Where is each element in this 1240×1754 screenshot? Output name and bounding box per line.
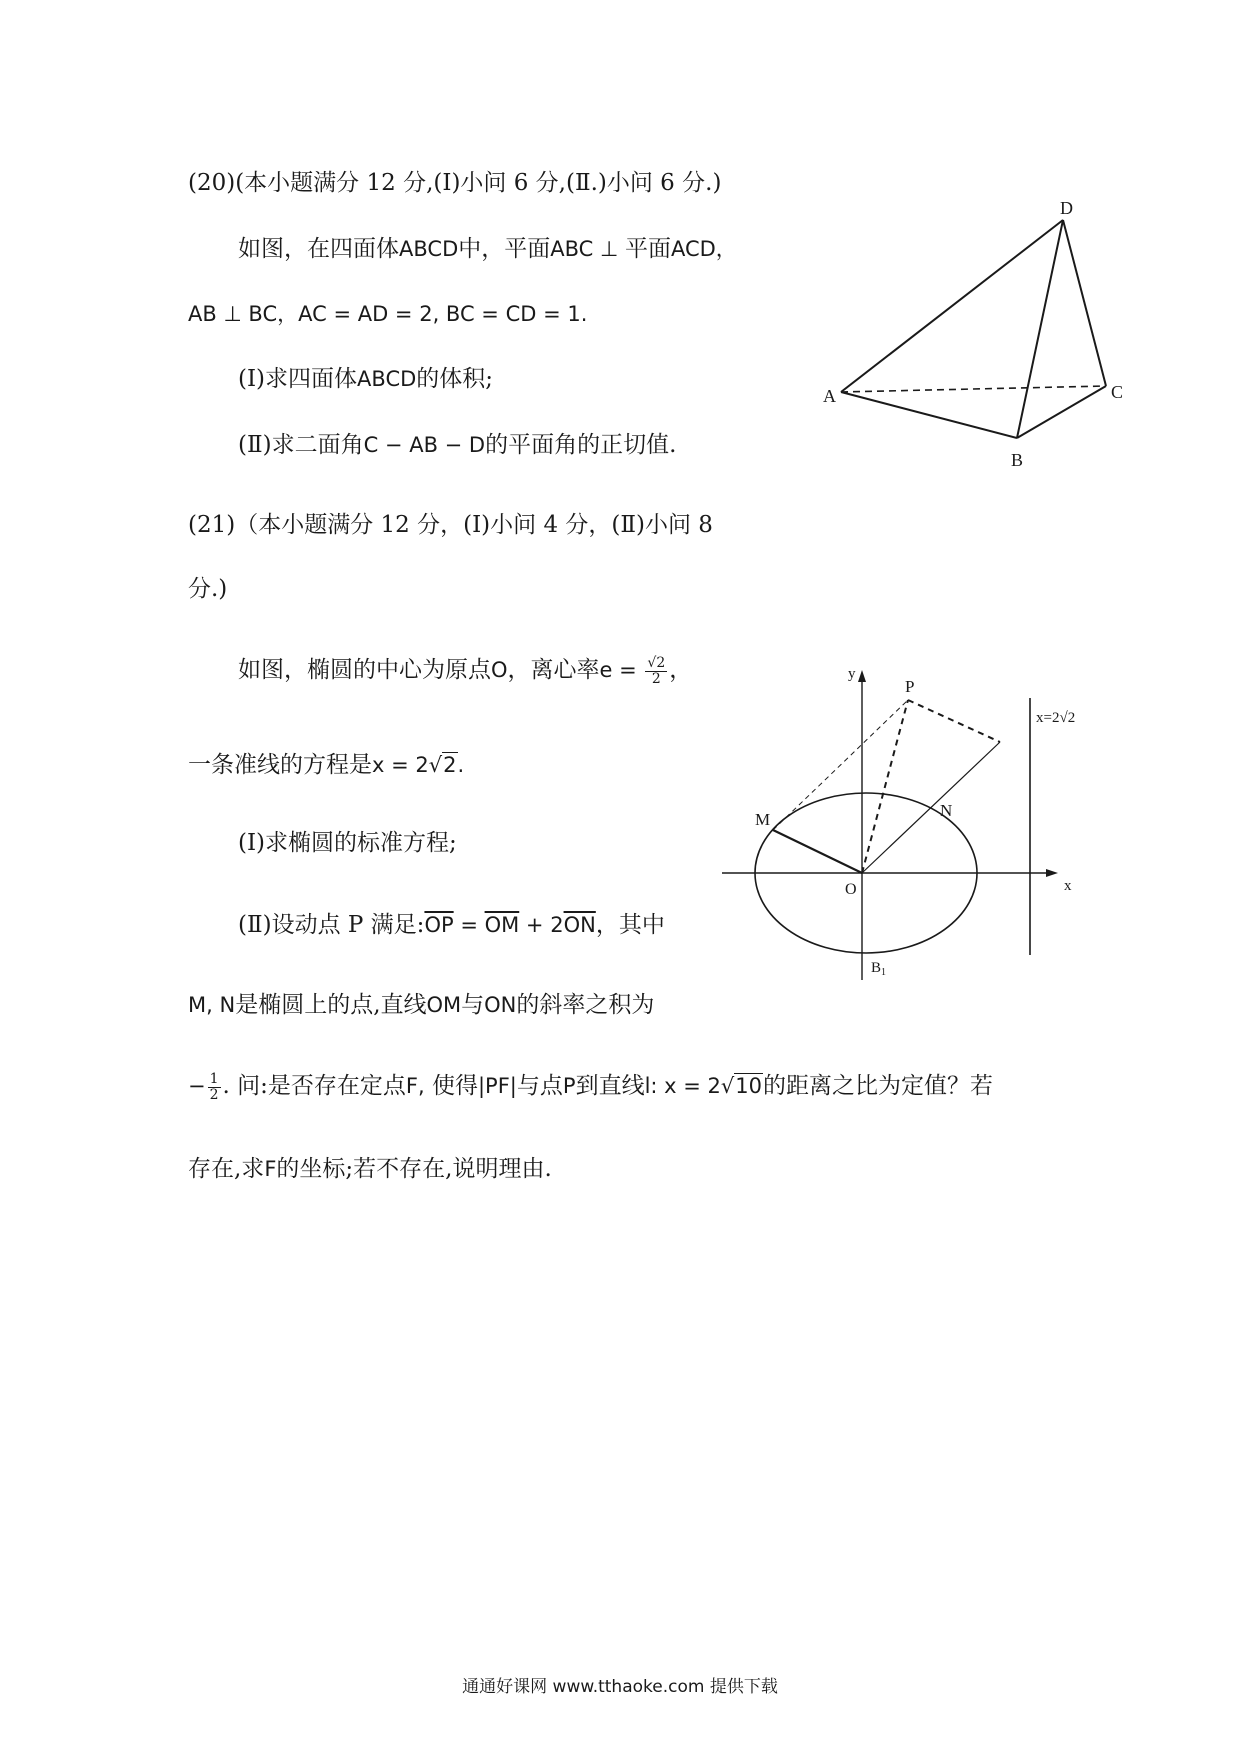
vector-on: $\overline{ON}$	[563, 913, 596, 937]
x-axis-arrow	[1046, 869, 1058, 877]
q20-part2-suffix: 的平面角的正切值.	[485, 432, 677, 458]
label-o: O	[845, 881, 857, 898]
q21-part2-suffix: ，其中	[595, 912, 665, 938]
q21-intro-mid: ，离心率	[507, 657, 600, 684]
directrix-end: .	[457, 753, 465, 777]
q21-intro-o: O	[491, 658, 508, 683]
vector-om: $\overline{OM}$	[484, 913, 520, 937]
last-text-a: 存在,求	[188, 1156, 265, 1182]
q20-part2-prefix: (Ⅱ)求二面角	[238, 432, 364, 458]
directrix-rad-sym: √	[428, 753, 443, 777]
q20-intro-abcd: ABCD	[399, 237, 459, 261]
label-directrix: x=2√2	[1036, 710, 1076, 726]
mn-om: OM	[426, 993, 462, 1017]
q21-intro-end: ，	[669, 657, 693, 684]
ask-neg: −	[188, 1074, 206, 1099]
q20-header: (20)(本小题满分 12 分,(Ⅰ)小问 6 分,(Ⅱ.)小问 6 分.)	[188, 170, 722, 196]
ask-rad-sym: √	[720, 1074, 735, 1099]
label-m: M	[755, 810, 771, 829]
ask-text-a: . 问:是否存在定点	[222, 1073, 406, 1100]
directrix-math-pre: x = 2	[372, 753, 429, 777]
label-b1	[871, 960, 886, 978]
segment-op	[862, 700, 908, 873]
footer-watermark: 通通好课网 www.tthaoke.com 提供下载	[462, 1677, 778, 1697]
e-denominator: 2	[651, 670, 661, 687]
ask-text-e: 的距离之比为定值？若	[763, 1073, 994, 1100]
vector-op: $\overline{OP}$	[424, 913, 454, 937]
directrix-prefix: 一条准线的方程是	[188, 752, 372, 778]
q20-intro-text: 如图，在四面体	[238, 236, 399, 262]
q21-part1: (Ⅰ)求椭圆的标准方程;	[238, 830, 457, 856]
ask-line-l-text: l: x = 2	[644, 1074, 721, 1099]
q20-part1-prefix: (Ⅰ)求四面体	[238, 366, 358, 392]
segment-p-parallel	[908, 700, 1000, 742]
q21-header: (21)（本小题满分 12 分，(Ⅰ)小问 4 分，(Ⅱ)小问 8	[188, 512, 713, 538]
label-a: A	[823, 386, 836, 406]
label-y: y	[848, 666, 856, 682]
label-b1-main: B	[871, 960, 882, 976]
ask-text-d: 到直线	[575, 1073, 645, 1100]
ask-numerator: 1	[209, 1071, 219, 1087]
q20-part1-suffix: 的体积;	[416, 366, 494, 392]
q20-given: AB ⊥ BC，AC = AD = 2, BC = CD = 1.	[188, 302, 588, 326]
y-axis-arrow	[858, 670, 866, 682]
directrix-radicand: 2	[443, 753, 457, 777]
segment-mp	[773, 700, 908, 830]
label-c: C	[1111, 382, 1124, 402]
e-numerator: √2	[647, 655, 666, 671]
last-text-b: 的坐标;若不存在,说明理由.	[276, 1156, 552, 1182]
label-b1-sub: 1	[881, 967, 887, 978]
ask-denominator: 2	[209, 1086, 219, 1103]
mn-on: ON	[484, 993, 517, 1017]
q20-part2-math: C − AB − D	[363, 433, 486, 457]
plus-sign: + 2	[519, 913, 564, 937]
ask-radicand: 10	[735, 1074, 763, 1099]
label-b: B	[1011, 450, 1024, 470]
q21-part2-prefix: (Ⅱ)设动点 P 满足:	[238, 912, 425, 938]
mn-math: M, N	[188, 993, 236, 1017]
q20-intro-mid: 中，平面	[458, 236, 551, 262]
ask-p: P	[562, 1074, 576, 1099]
mn-text-b: 与	[461, 992, 485, 1018]
q20-intro-end: 平面	[624, 236, 671, 262]
ask-f: F,	[405, 1074, 425, 1099]
label-d: D	[1060, 198, 1073, 218]
q20-part1-math: ABCD	[357, 367, 417, 391]
label-x: x	[1064, 878, 1072, 894]
q21-header-cont: 分.)	[188, 576, 228, 602]
q21-intro-e: e =	[599, 658, 644, 683]
ask-text-b: 使得	[424, 1073, 478, 1100]
label-p: P	[905, 677, 915, 696]
last-f: F	[264, 1157, 277, 1181]
eq-sign: =	[453, 913, 485, 937]
segment-om	[773, 830, 862, 873]
segment-on-extended	[862, 742, 1000, 873]
q20-intro-acd: ACD，	[670, 237, 737, 261]
q21-intro-prefix: 如图，椭圆的中心为原点	[238, 657, 491, 684]
ask-text-c: 与点	[516, 1073, 563, 1100]
q20-intro-math: ABC ⊥	[550, 237, 625, 261]
mn-text-a: 是椭圆上的点,直线	[235, 992, 427, 1018]
ask-pf: |PF|	[477, 1074, 517, 1099]
label-n: N	[940, 801, 953, 820]
mn-text-c: 的斜率之积为	[516, 992, 655, 1018]
